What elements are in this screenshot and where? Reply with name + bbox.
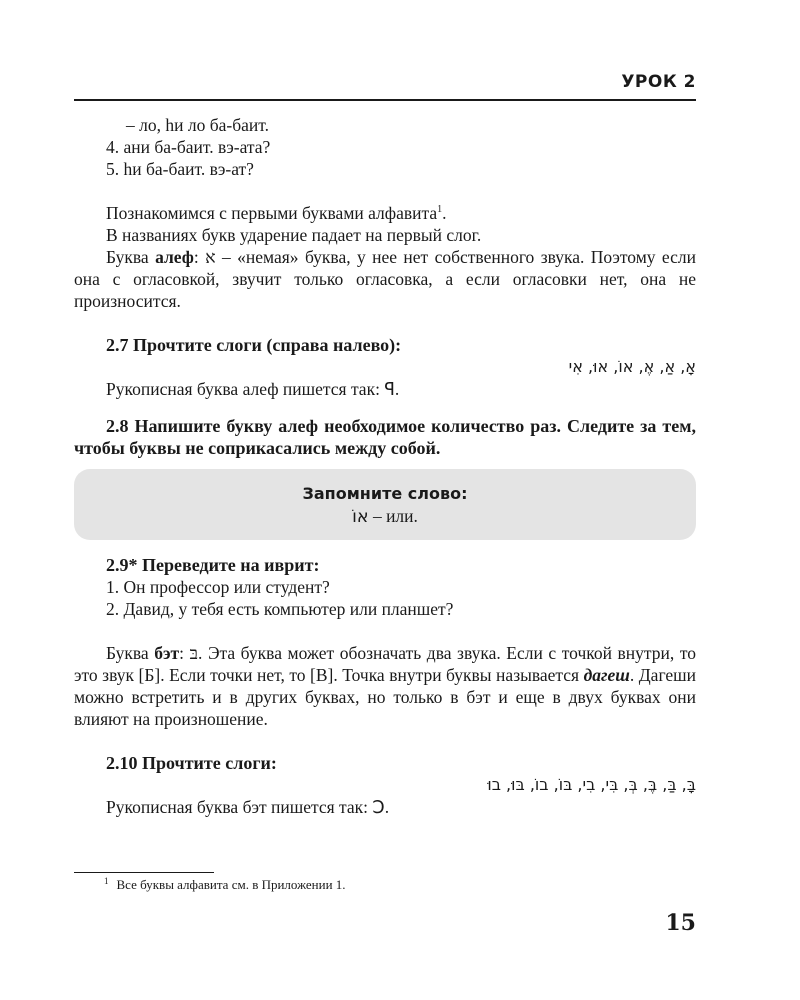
- page-body: [74, 114, 696, 819]
- alef-handwritten-line: Рукописная буква алеф пишется так: ꟼ.: [106, 379, 400, 400]
- exercise-item: 1. Он профессор или студент?: [106, 577, 330, 597]
- exercise-2-7-heading: 2.7 Прочтите слоги (справа налево):: [106, 335, 402, 355]
- textbook-page: [74, 0, 696, 1000]
- intro-line-2: В названиях букв ударение падает на первый слог.: [106, 225, 482, 245]
- dagesh-term: дагеш: [583, 665, 630, 685]
- alef-paragraph: Буква алеф: א – «немая» буква, у нее нет собственного звука. Поэтому если она с огласовкой, звучит только огласовка, а если огласовки нет, она не произносится.: [74, 247, 696, 311]
- bet-letter: : בּ: [179, 643, 199, 663]
- dialog-line: – ло, һи ло ба-баит.: [126, 115, 269, 135]
- footnote-text: Все буквы алфавита см. в Приложении 1.: [116, 877, 346, 892]
- exercise-2-8-heading: 2.8 Напишите букву алеф необходимое количество раз. Следите за тем, чтобы буквы не соприкасались между собой.: [74, 416, 696, 458]
- dialog-line: 4. ани ба-баит. вэ-ата?: [106, 137, 271, 157]
- memo-word-hebrew: אוֹ: [352, 507, 369, 527]
- alef-letter: : א: [193, 247, 216, 267]
- footnote-ref: 1: [437, 204, 443, 216]
- alef-handwritten-glyph: ꟼ: [384, 380, 395, 400]
- bet-handwritten-glyph: Ↄ: [372, 798, 385, 818]
- exercise-2-9-heading: 2.9* Переведите на иврит:: [106, 555, 320, 575]
- memo-word: אוֹ – или.: [352, 506, 418, 527]
- footnote-mark: 1: [104, 875, 109, 886]
- footnote: [104, 876, 346, 894]
- running-header: [74, 72, 696, 101]
- page-number: 15: [665, 910, 696, 936]
- dialog-line: 5. һи ба-баит. вэ-ат?: [106, 159, 254, 179]
- bet-syllables: בָּ, בַּ, בֶּ, בְּ, בִּי, בִי, בּוֹ, בוֹ, בּוּ, בוּ: [487, 775, 696, 794]
- intro-line-1: Познакомимся с первыми буквами алфавита$^1$.: [106, 203, 447, 223]
- memo-box: [74, 469, 696, 540]
- lesson-title: УРОК 2: [621, 72, 696, 92]
- alef-name: алеф: [155, 247, 194, 267]
- exercise-2-10-heading: 2.10 Прочтите слоги:: [106, 753, 277, 773]
- bet-name: бэт: [154, 643, 180, 663]
- footnote-divider: [74, 872, 214, 873]
- alef-syllables: אָ, אַ, אֶ, אוֹ, אוּ, אִי: [568, 357, 696, 376]
- exercise-item: 2. Давид, у тебя есть компьютер или планшет?: [106, 599, 454, 619]
- memo-box-title: Запомните слово:: [302, 484, 468, 503]
- bet-handwritten-line: Рукописная буква бэт пишется так: Ↄ.: [106, 797, 390, 818]
- bet-paragraph: Буква бэт: בּ. Эта буква может обозначать два звука. Если с точкой внутри, то это звук [Б]. Если точки нет, то [В]. Точка внутри буквы называется дагеш. Дагеши можно встретить и в других буквах, но только в бэт и еще в двух буквах они влияют на произношение.: [74, 643, 696, 729]
